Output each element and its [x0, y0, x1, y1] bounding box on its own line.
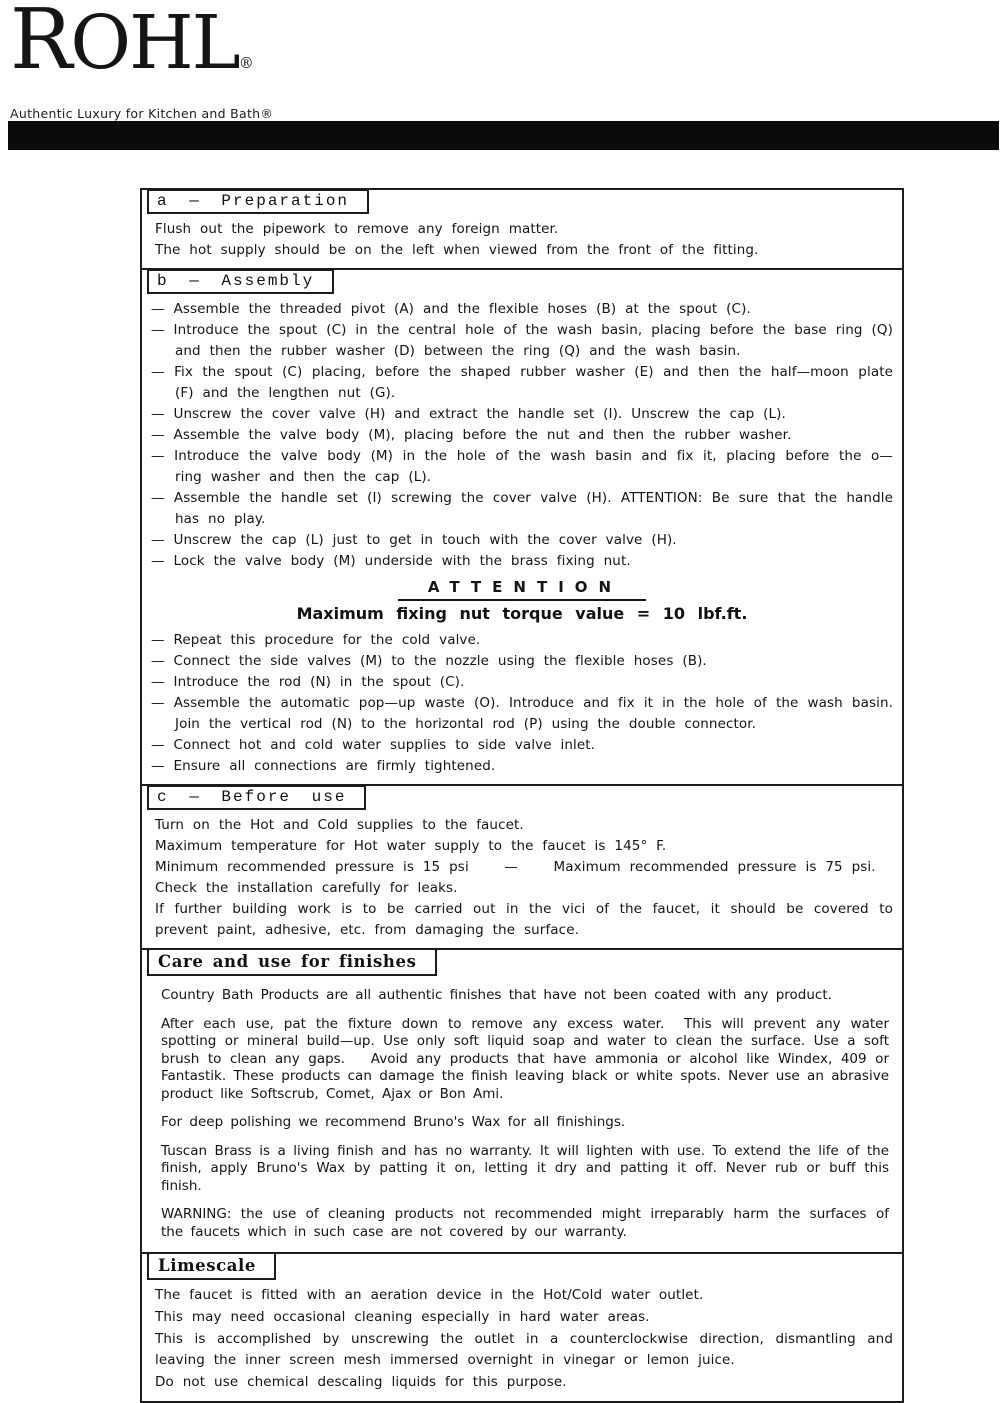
- assembly-step: — Assemble the threaded pivot (A) and the flexible hoses (B) at the spout (C).: [151, 301, 751, 317]
- before-use-line: If further building work is to be carried out in the vici of the faucet, it should be covered to prevent paint, adhesive, etc. from damaging the surface.: [155, 901, 893, 938]
- care-paragraph: For deep polishing we recommend Bruno's Wax for all finishings.: [161, 1114, 626, 1130]
- section-title-preparation: a — Preparation: [147, 189, 369, 214]
- instruction-sheet: [140, 188, 904, 1403]
- assembly-step: — Unscrew the cap (L) just to get in touch with the cover valve (H).: [151, 532, 677, 548]
- assembly-step: — Introduce the rod (N) in the spout (C).: [151, 674, 465, 690]
- assembly-step: — Connect the side valves (M) to the nozzle using the flexible hoses (B).: [151, 653, 707, 669]
- limescale-line: Do not use chemical descaling liquids for this purpose.: [155, 1374, 567, 1391]
- section-limescale: [142, 1252, 902, 1401]
- registered-mark-icon: ®: [238, 54, 254, 72]
- assembly-step: — Assemble the valve body (M), placing before the nut and then the rubber washer.: [151, 427, 792, 443]
- assembly-step: — Connect hot and cold water supplies to side valve inlet.: [151, 737, 596, 753]
- before-use-line: Check the installation carefully for leaks.: [155, 880, 458, 896]
- title-bar: [8, 121, 999, 150]
- assembly-step: — Lock the valve body (M) underside with the brass fixing nut.: [151, 553, 631, 569]
- limescale-line: This may need occasional cleaning especially in hard water areas.: [155, 1308, 650, 1325]
- preparation-line: Flush out the pipework to remove any foreign matter.: [155, 221, 559, 237]
- brand-text: ROHL: [10, 0, 239, 88]
- care-paragraph: After each use, pat the fixture down to remove any excess water. This will prevent any water spotting or mineral build—up. Use only soft liquid soap and water to clean the surface. Use a soft brush to clean any gaps. Avoid any products that have ammonia or alcohol like Windex, 409 or Fantastik. These products can damage the finish leaving black or white spots. Never use an abrasive product like Softscrub, Comet, Ajax or Bon Ami.: [161, 1015, 889, 1102]
- assembly-step: — Introduce the valve body (M) in the hole of the wash basin and fix it, placing before the o—ring washer and then the cap (L).: [151, 448, 893, 485]
- assembly-step: — Repeat this procedure for the cold valve.: [151, 632, 481, 648]
- rohl-logo: [10, 0, 273, 121]
- care-paragraph: Tuscan Brass is a living finish and has no warranty. It will lighten with use. To extend the life of the finish, apply Bruno's Wax by patting it on, letting it dry and patting it off. Never rub or buff this finish.: [161, 1142, 889, 1194]
- attention-heading-wrap: [151, 577, 893, 601]
- torque-note: Maximum fixing nut torque value = 10 lbf.ft.: [296, 604, 748, 623]
- attention-heading: ATTENTION: [398, 578, 646, 601]
- assembly-step: — Ensure all connections are firmly tightened.: [151, 758, 496, 774]
- section-before-use: [142, 784, 902, 948]
- before-use-line: Turn on the Hot and Cold supplies to the faucet.: [155, 817, 524, 833]
- preparation-line: The hot supply should be on the left when viewed from the front of the fitting.: [155, 242, 759, 258]
- section-assembly: [142, 268, 902, 784]
- section-title-assembly: b — Assembly: [147, 269, 334, 294]
- assembly-step: — Fix the spout (C) placing, before the shaped rubber washer (E) and then the half—moon plate (F) and the lengthen nut (G).: [151, 364, 893, 401]
- care-warning-paragraph: WARNING: the use of cleaning products not recommended might irreparably harm the surfaces of the faucets which in such case are not covered by our warranty.: [161, 1206, 889, 1240]
- section-preparation: [142, 190, 902, 268]
- limescale-line: This is accomplished by unscrewing the outlet in a counterclockwise direction, dismantling and leaving the inner screen mesh immersed overnight in vinegar or lemon juice.: [155, 1330, 893, 1369]
- assembly-step: — Assemble the automatic pop—up waste (O). Introduce and fix it in the hole of the wash basin. Join the vertical rod (N) to the horizontal rod (P) using the double connector.: [151, 695, 893, 732]
- assembly-step: — Assemble the handle set (I) screwing the cover valve (H). ATTENTION: Be sure that the handle has no play.: [151, 490, 893, 527]
- section-care-finishes: [142, 948, 902, 1252]
- care-body: [151, 981, 893, 1241]
- assembly-step: — Unscrew the cover valve (H) and extract the handle set (I). Unscrew the cap (L).: [151, 406, 786, 422]
- section-title-limescale: Limescale: [147, 1252, 276, 1280]
- care-paragraph: Country Bath Products are all authentic finishes that have not been coated with any product.: [161, 987, 832, 1003]
- brand-name: [10, 0, 273, 103]
- before-use-line: Maximum temperature for Hot water supply to the faucet is 145° F.: [155, 838, 667, 854]
- assembly-step: — Introduce the spout (C) in the central hole of the wash basin, placing before the base ring (Q) and then the rubber washer (D) between the ring (Q) and the wash basin.: [151, 322, 893, 359]
- limescale-line: The faucet is fitted with an aeration device in the Hot/Cold water outlet.: [155, 1287, 704, 1303]
- section-title-care-finishes: Care and use for finishes: [147, 948, 437, 976]
- before-use-line: Minimum recommended pressure is 15 psi — Maximum recommended pressure is 75 psi.: [155, 859, 876, 875]
- section-title-before-use: c — Before use: [147, 785, 366, 810]
- brand-tagline: Authentic Luxury for Kitchen and Bath®: [10, 106, 274, 121]
